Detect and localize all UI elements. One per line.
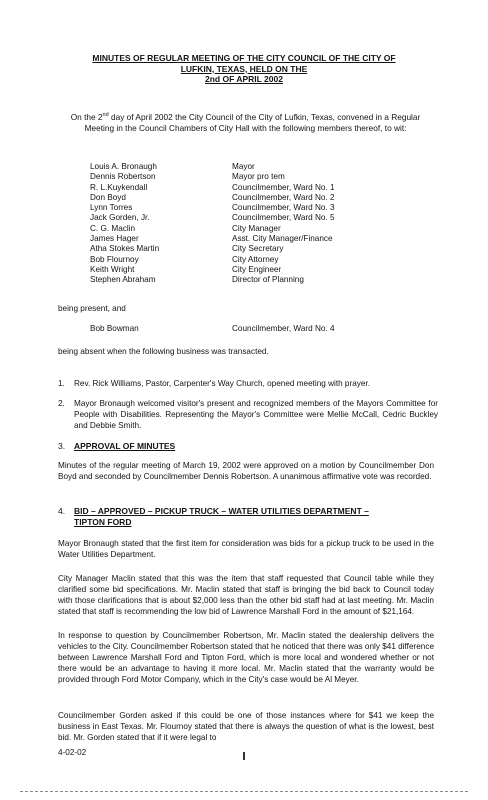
- section-title: APPROVAL OF MINUTES: [74, 441, 176, 451]
- member-name: Don Boyd: [90, 192, 126, 202]
- member-name: Jack Gorden, Jr.: [90, 213, 150, 223]
- member-name: Stephen Abraham: [90, 275, 156, 285]
- footer-date: 4-02-02: [58, 748, 87, 757]
- member-role: Councilmember, Ward No. 5: [232, 213, 335, 223]
- member-row: [90, 183, 450, 193]
- item-number: 1.: [58, 379, 65, 388]
- member-name: R. L.Kuykendall: [90, 182, 148, 192]
- member-name: C. G. Maclin: [90, 223, 136, 233]
- section-paragraph: Councilmember Gorden asked if this could be one of those instances where for $41 we keep the business in East Texas. Mr. Flournoy stated that there is always the question of what is the lowest, best bid. Mr. Gorden stated that if it were legal to: [58, 711, 434, 742]
- intro-paragraph: [58, 110, 433, 134]
- member-row: [90, 193, 450, 203]
- intro-sup: nd: [102, 112, 109, 118]
- member-row: [90, 203, 450, 213]
- member-row: [90, 162, 450, 172]
- being-absent-text: being absent when the following business was transacted.: [58, 347, 269, 356]
- member-name: Bob Flournoy: [90, 254, 139, 264]
- section-paragraph: In response to question by Councilmember Robertson, Mr. Maclin stated the dealership delivers the vehicles to the City. Councilmember Robertson stated that he noticed that there was only $41 difference between Lawrence Marshall Ford and Tipton Ford, which is more local and wondered whether or not there would be an advantage to having it more local. Mr. Maclin stated that the warranty would be provided through Ford Motor Company, which in the City's case would be Al Meyer.: [58, 631, 434, 684]
- member-role: Mayor pro tem: [232, 172, 285, 182]
- section-heading: [58, 441, 418, 452]
- item-text: Mayor Bronaugh welcomed visitor's present and recognized members of the Mayors Committee for People with Disabilities. Representing the Mayor's Committee were Mellie McCall, Cedric Buckley and Debbie Smith.: [74, 399, 438, 430]
- member-name: Louis A. Bronaugh: [90, 162, 157, 171]
- title-line: 2nd OF APRIL 2002: [205, 74, 283, 84]
- member-role: Asst. City Manager/Finance: [232, 234, 333, 244]
- member-row: [90, 265, 450, 275]
- section-title-line: BID – APPROVED – PICKUP TRUCK – WATER UTILITIES DEPARTMENT –: [74, 506, 369, 516]
- member-role: Councilmember, Ward No. 2: [232, 192, 335, 202]
- member-row: [90, 172, 450, 182]
- section-paragraph: Minutes of the regular meeting of March 19, 2002 were approved on a motion by Councilmember Don Boyd and seconded by Councilmember Dennis Robertson. A unanimous affirmative vote was recorded.: [58, 461, 434, 481]
- item-number: 2.: [58, 399, 65, 408]
- scan-edge-line: [20, 791, 468, 792]
- agenda-item: [58, 378, 438, 389]
- intro-rest: day of April 2002 the City Council of the City of Lufkin, Texas, convened in a Regular Meeting in the Council Chambers of City Hall with the following members thereof, to wit:: [84, 111, 421, 133]
- intro-lead: On the 2: [70, 111, 103, 122]
- member-role: City Attorney: [232, 254, 279, 264]
- title-line: MINUTES OF REGULAR MEETING OF THE CITY COUNCIL OF THE CITY OF: [92, 53, 396, 63]
- member-row: [90, 244, 450, 254]
- absent-member-row: [90, 324, 335, 333]
- member-role: Councilmember, Ward No. 3: [232, 203, 335, 213]
- section-paragraph: Mayor Bronaugh stated that the first item for consideration was bids for a pickup truck to be used in the Water Utilities Department.: [58, 539, 434, 559]
- member-row: [90, 234, 450, 244]
- item-text: Rev. Rick Williams, Pastor, Carpenter's Way Church, opened meeting with prayer.: [74, 379, 370, 388]
- member-row: [90, 213, 450, 223]
- member-role: City Engineer: [232, 264, 282, 274]
- section-paragraph: City Manager Maclin stated that this was the item that staff requested that Council table while they clarified some bid specifications. Mr. Maclin stated that staff is bringing the bid back to Council today with those clarifications that is about $2,000 less than the other bid staff had at last meeting. Mr. Maclin stated that staff is recommending the low bid of Lawrence Marshall Ford in the amount of $21,164.: [58, 574, 434, 616]
- title-line: LUFKIN, TEXAS, HELD ON THE: [180, 63, 308, 74]
- section-number: 3.: [58, 441, 66, 451]
- member-role: Director of Planning: [232, 275, 304, 285]
- member-name: James Hager: [90, 234, 139, 244]
- member-role: Councilmember, Ward No. 1: [232, 182, 335, 192]
- section-title-line: TIPTON FORD: [74, 517, 132, 527]
- member-name: Lynn Torres: [90, 203, 133, 213]
- member-name: Atha Stokes Martin: [90, 244, 160, 254]
- section-number: 4.: [58, 506, 66, 516]
- absent-member-name: Bob Bowman: [90, 324, 139, 333]
- members-present-list: [90, 162, 450, 286]
- member-role: City Manager: [232, 223, 281, 233]
- page-title: [0, 53, 488, 85]
- member-role: Mayor: [232, 162, 255, 171]
- member-name: Keith Wright: [90, 264, 135, 274]
- member-row: [90, 275, 450, 285]
- page-number-mark: [243, 752, 245, 760]
- agenda-item: [58, 398, 438, 431]
- member-role: City Secretary: [232, 244, 284, 254]
- member-row: [90, 224, 450, 234]
- section-heading: [58, 506, 438, 528]
- member-row: [90, 255, 450, 265]
- member-name: Dennis Robertson: [90, 172, 156, 182]
- absent-member-role: Councilmember, Ward No. 4: [232, 324, 335, 333]
- being-present-text: being present, and: [58, 304, 126, 313]
- section-title-block: [74, 506, 369, 528]
